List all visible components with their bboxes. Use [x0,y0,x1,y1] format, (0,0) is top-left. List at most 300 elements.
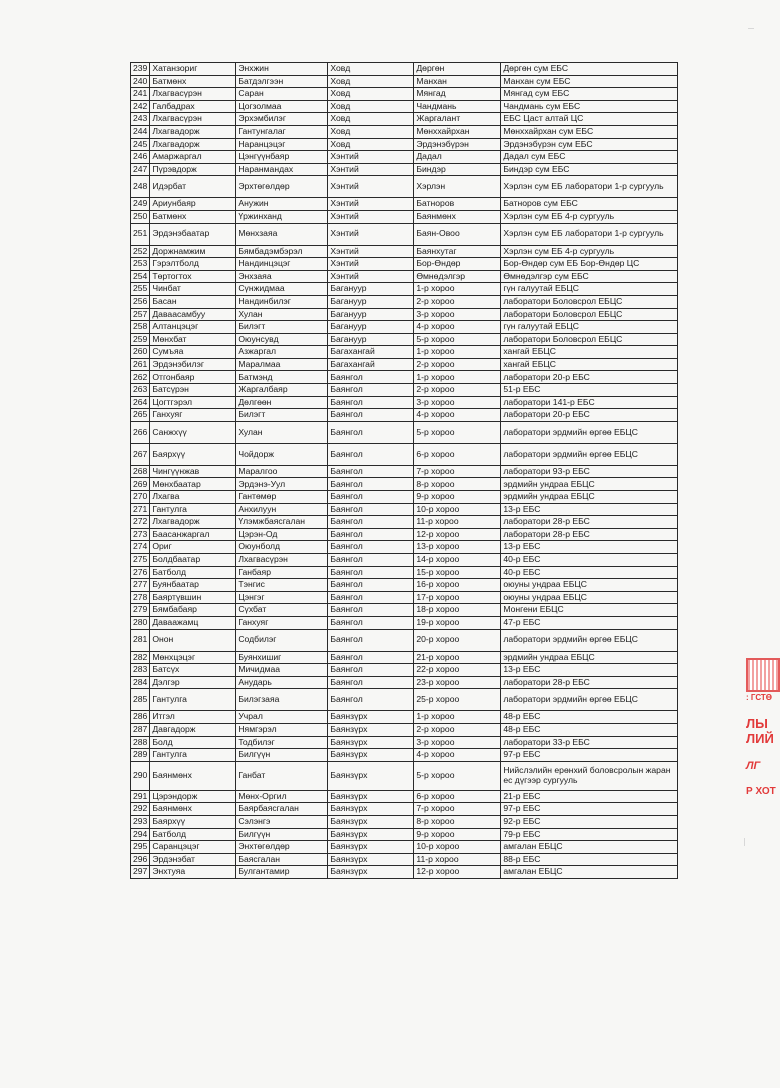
cell-number: 256 [131,295,150,308]
cell-surname: Ориг [150,541,236,554]
cell-school: лаборатори 33-р ЕБС [501,736,678,749]
cell-aimag: Баянзүрх [328,853,414,866]
cell-aimag: Ховд [328,100,414,113]
cell-soum: 4-р хороо [414,409,501,422]
scan-mark [748,28,754,29]
cell-soum: Баянхутаг [414,245,501,258]
cell-number: 259 [131,333,150,346]
cell-number: 249 [131,198,150,211]
table-row [131,711,678,724]
cell-soum: 19-р хороо [414,616,501,629]
table-row [131,566,678,579]
cell-number: 286 [131,711,150,724]
cell-given-name: Азжаргал [236,346,328,359]
cell-given-name: Батдэлгээн [236,75,328,88]
cell-school: Дадал сум ЕБС [501,151,678,164]
cell-soum: Биндэр [414,163,501,176]
table-row [131,604,678,617]
cell-aimag: Ховд [328,125,414,138]
cell-number: 290 [131,761,150,790]
cell-soum: Эрдэнэбүрэн [414,138,501,151]
cell-school: Дөргөн сум ЕБС [501,63,678,76]
table-row [131,853,678,866]
cell-school: ЕБС Цаст алтай ЦС [501,113,678,126]
cell-given-name: Гантунгалаг [236,125,328,138]
cell-aimag: Багахангай [328,358,414,371]
cell-surname: Доржнамжим [150,245,236,258]
cell-number: 287 [131,723,150,736]
cell-surname: Басан [150,295,236,308]
cell-aimag: Баянгол [328,689,414,711]
cell-surname: Саранцэцэг [150,841,236,854]
table-row [131,138,678,151]
cell-school: гүн галуутай ЕБЦС [501,283,678,296]
cell-school: хангай ЕБЦС [501,358,678,371]
cell-school: лаборатори Боловсрол ЕБЦС [501,333,678,346]
cell-number: 297 [131,866,150,879]
cell-soum: 4-р хороо [414,749,501,762]
cell-given-name: Жаргалбаяр [236,384,328,397]
cell-given-name: Эрхтөгөлдөр [236,176,328,198]
cell-aimag: Баянзүрх [328,736,414,749]
stamp-text-4: ЛГ [746,760,761,772]
table-row [131,761,678,790]
cell-number: 269 [131,478,150,491]
cell-soum: 2-р хороо [414,358,501,371]
cell-surname: Баянмөнх [150,803,236,816]
cell-surname: Батсүрэн [150,384,236,397]
cell-given-name: Бямбадэмбэрэл [236,245,328,258]
cell-number: 292 [131,803,150,816]
cell-school: 48-р ЕБС [501,711,678,724]
table-row [131,541,678,554]
cell-surname: Давгадорж [150,723,236,736]
cell-school: лаборатори 141-р ЕБС [501,396,678,409]
cell-aimag: Баянгол [328,516,414,529]
cell-aimag: Хэнтий [328,198,414,211]
table-row [131,478,678,491]
cell-aimag: Баянгол [328,443,414,465]
cell-school: Биндэр сум ЕБС [501,163,678,176]
cell-number: 248 [131,176,150,198]
cell-number: 258 [131,321,150,334]
cell-school: 48-р ЕБС [501,723,678,736]
cell-given-name: Билгүүн [236,749,328,762]
cell-soum: Дадал [414,151,501,164]
cell-surname: Мөнхцэцэг [150,651,236,664]
table-row [131,676,678,689]
cell-aimag: Баянгол [328,554,414,567]
cell-number: 289 [131,749,150,762]
cell-given-name: Билэгзаяа [236,689,328,711]
cell-aimag: Баянгол [328,371,414,384]
cell-surname: Лхагва [150,491,236,504]
cell-aimag: Баянгол [328,676,414,689]
table-row [131,664,678,677]
cell-aimag: Ховд [328,75,414,88]
cell-number: 245 [131,138,150,151]
cell-number: 295 [131,841,150,854]
cell-given-name: Наранмандах [236,163,328,176]
table-row [131,749,678,762]
cell-surname: Гэрэлтболд [150,258,236,271]
table-row [131,125,678,138]
cell-given-name: Учрал [236,711,328,724]
table-row [131,491,678,504]
cell-surname: Пүрэвдорж [150,163,236,176]
table-row [131,210,678,223]
cell-given-name: Булгантамир [236,866,328,879]
cell-school: 13-р ЕБС [501,503,678,516]
cell-given-name: Наранцэцэг [236,138,328,151]
cell-number: 277 [131,579,150,592]
cell-number: 267 [131,443,150,465]
cell-school: лаборатори 93-р ЕБС [501,465,678,478]
table-row [131,100,678,113]
cell-given-name: Анужин [236,198,328,211]
cell-school: лаборатори Боловсрол ЕБЦС [501,308,678,321]
cell-surname: Отгонбаяр [150,371,236,384]
cell-surname: Батмөнх [150,210,236,223]
cell-aimag: Багануур [328,308,414,321]
cell-given-name: Цогзолмаа [236,100,328,113]
table-row [131,828,678,841]
cell-number: 291 [131,790,150,803]
cell-soum: 7-р хороо [414,803,501,816]
cell-school: эрдмийн ундраа ЕБЦС [501,478,678,491]
cell-surname: Лхагвадорж [150,138,236,151]
cell-given-name: Оюунболд [236,541,328,554]
cell-school: лаборатори 28-р ЕБС [501,516,678,529]
cell-soum: Батноров [414,198,501,211]
cell-soum: 1-р хороо [414,346,501,359]
cell-soum: Чандмань [414,100,501,113]
table-row [131,151,678,164]
cell-number: 266 [131,421,150,443]
cell-school: эрдмийн ундраа ЕБЦС [501,651,678,664]
table-row [131,443,678,465]
cell-soum: 11-р хороо [414,516,501,529]
cell-number: 262 [131,371,150,384]
cell-aimag: Багануур [328,295,414,308]
cell-aimag: Багануур [328,283,414,296]
cell-school: Хэрлэн сум ЕБ 4-р сургууль [501,210,678,223]
cell-school: 51-р ЕБС [501,384,678,397]
cell-number: 239 [131,63,150,76]
cell-aimag: Баянзүрх [328,841,414,854]
table-row [131,591,678,604]
cell-surname: Буянбаатар [150,579,236,592]
cell-given-name: Тодбилэг [236,736,328,749]
cell-given-name: Эрхэмбилэг [236,113,328,126]
stamp-text-1: : ГСТӨ [746,693,773,702]
cell-soum: 10-р хороо [414,841,501,854]
cell-school: Манхан сум ЕБС [501,75,678,88]
cell-school: Чандмань сум ЕБС [501,100,678,113]
cell-school: лаборатори 28-р ЕБС [501,676,678,689]
cell-aimag: Хэнтий [328,245,414,258]
cell-number: 251 [131,223,150,245]
table-row [131,223,678,245]
cell-given-name: Лхагвасүрэн [236,554,328,567]
cell-aimag: Баянгол [328,384,414,397]
cell-soum: 3-р хороо [414,736,501,749]
table-row [131,384,678,397]
cell-aimag: Баянгол [328,651,414,664]
cell-number: 268 [131,465,150,478]
cell-given-name: Үржинханд [236,210,328,223]
cell-number: 279 [131,604,150,617]
cell-given-name: Цэнгүүнбаяр [236,151,328,164]
cell-school: 13-р ЕБС [501,664,678,677]
cell-soum: 9-р хороо [414,491,501,504]
cell-soum: 5-р хороо [414,421,501,443]
cell-aimag: Ховд [328,88,414,101]
cell-soum: 10-р хороо [414,503,501,516]
cell-school: 21-р ЕБС [501,790,678,803]
cell-surname: Амаржаргал [150,151,236,164]
cell-soum: 20-р хороо [414,629,501,651]
cell-number: 284 [131,676,150,689]
cell-school: хангай ЕБЦС [501,346,678,359]
cell-number: 252 [131,245,150,258]
cell-number: 253 [131,258,150,271]
table-row [131,333,678,346]
cell-given-name: Үлэмжбаясгалан [236,516,328,529]
cell-given-name: Буянхишиг [236,651,328,664]
table-row [131,689,678,711]
table-row [131,396,678,409]
cell-number: 241 [131,88,150,101]
cell-soum: 5-р хороо [414,333,501,346]
cell-given-name: Сүхбат [236,604,328,617]
cell-school: Нийслэлийн ерөнхий боловсролын жаран ес дүгээр сургууль [501,761,678,790]
cell-soum: 12-р хороо [414,528,501,541]
cell-number: 272 [131,516,150,529]
cell-surname: Энхтуяа [150,866,236,879]
cell-soum: 2-р хороо [414,723,501,736]
cell-given-name: Цэрэн-Од [236,528,328,541]
cell-given-name: Маралмаа [236,358,328,371]
cell-given-name: Билгүүн [236,828,328,841]
cell-aimag: Багануур [328,333,414,346]
cell-surname: Идэрбат [150,176,236,198]
cell-aimag: Баянзүрх [328,803,414,816]
cell-school: Бор-Өндөр сум ЕБ Бор-Өндөр ЦС [501,258,678,271]
cell-given-name: Саран [236,88,328,101]
cell-surname: Баярхүү [150,815,236,828]
cell-aimag: Баянзүрх [328,866,414,879]
cell-soum: Манхан [414,75,501,88]
cell-aimag: Баянгол [328,528,414,541]
cell-aimag: Баянгол [328,421,414,443]
cell-soum: 11-р хороо [414,853,501,866]
cell-soum: 6-р хороо [414,790,501,803]
cell-aimag: Баянгол [328,396,414,409]
cell-soum: Жаргалант [414,113,501,126]
cell-soum: 2-р хороо [414,384,501,397]
cell-aimag: Баянзүрх [328,761,414,790]
cell-surname: Дэлгэр [150,676,236,689]
cell-given-name: Анхилуун [236,503,328,516]
cell-number: 264 [131,396,150,409]
cell-number: 263 [131,384,150,397]
cell-aimag: Ховд [328,63,414,76]
cell-aimag: Хэнтий [328,210,414,223]
table-row [131,790,678,803]
cell-aimag: Баянгол [328,664,414,677]
cell-aimag: Баянгол [328,604,414,617]
cell-school: лаборатори эрдмийн өргөө ЕБЦС [501,421,678,443]
table-row [131,815,678,828]
cell-surname: Ариунбаяр [150,198,236,211]
cell-school: 47-р ЕБС [501,616,678,629]
cell-school: 79-р ЕБС [501,828,678,841]
cell-school: гүн галуутай ЕБЦС [501,321,678,334]
cell-surname: Батмөнх [150,75,236,88]
cell-given-name: Мичидмаа [236,664,328,677]
cell-given-name: Энхзаяа [236,270,328,283]
cell-surname: Алтанцэцэг [150,321,236,334]
cell-school: Хэрлэн сум ЕБ лаборатори 1-р сургууль [501,223,678,245]
cell-school: 88-р ЕБС [501,853,678,866]
cell-soum: Баянмөнх [414,210,501,223]
cell-school: лаборатори эрдмийн өргөө ЕБЦС [501,629,678,651]
cell-surname: Лхагвасүрэн [150,88,236,101]
cell-soum: 9-р хороо [414,828,501,841]
cell-given-name: Тэнгис [236,579,328,592]
cell-given-name: Батмэнд [236,371,328,384]
cell-given-name: Ганбаяр [236,566,328,579]
cell-surname: Онон [150,629,236,651]
stamp-text-3: ЛИЙ [746,731,774,746]
cell-aimag: Баянгол [328,616,414,629]
table-row [131,358,678,371]
cell-surname: Цогтгэрэл [150,396,236,409]
cell-surname: Эрдэнэбат [150,853,236,866]
cell-given-name: Маралгоо [236,465,328,478]
cell-aimag: Баянгол [328,591,414,604]
cell-soum: 6-р хороо [414,443,501,465]
table-row [131,198,678,211]
table-row [131,176,678,198]
cell-number: 260 [131,346,150,359]
stamp-fragment [746,658,776,808]
cell-surname: Галбадрах [150,100,236,113]
cell-soum: 18-р хороо [414,604,501,617]
table-body [131,63,678,879]
table-row [131,245,678,258]
table-row [131,75,678,88]
cell-given-name: Билэгт [236,409,328,422]
cell-soum: Бор-Өндөр [414,258,501,271]
cell-given-name: Сэлэнгэ [236,815,328,828]
cell-soum: 8-р хороо [414,478,501,491]
cell-soum: 1-р хороо [414,283,501,296]
cell-number: 243 [131,113,150,126]
cell-number: 244 [131,125,150,138]
cell-surname: Баянмөнх [150,761,236,790]
cell-school: 40-р ЕБС [501,566,678,579]
cell-aimag: Баянзүрх [328,711,414,724]
cell-school: Эрдэнэбүрэн сум ЕБС [501,138,678,151]
cell-number: 276 [131,566,150,579]
table-row [131,516,678,529]
cell-given-name: Энхжин [236,63,328,76]
cell-school: оюуны ундраа ЕБЦС [501,579,678,592]
cell-soum: Мянгад [414,88,501,101]
cell-given-name: Хулан [236,308,328,321]
cell-aimag: Ховд [328,138,414,151]
registration-table [130,62,678,879]
cell-given-name: Нандинцэцэг [236,258,328,271]
cell-soum: 13-р хороо [414,541,501,554]
cell-school: Хэрлэн сум ЕБ 4-р сургууль [501,245,678,258]
cell-given-name: Ганбат [236,761,328,790]
cell-school: лаборатори 20-р ЕБС [501,409,678,422]
cell-number: 265 [131,409,150,422]
cell-aimag: Баянгол [328,629,414,651]
cell-school: эрдмийн ундраа ЕБЦС [501,491,678,504]
cell-school: Мөнххайрхан сум ЕБС [501,125,678,138]
cell-aimag: Ховд [328,113,414,126]
table-row [131,295,678,308]
cell-soum: 14-р хороо [414,554,501,567]
cell-school: Өмнөдэлгэр сум ЕБС [501,270,678,283]
cell-soum: 16-р хороо [414,579,501,592]
cell-aimag: Баянгол [328,491,414,504]
table-row [131,63,678,76]
cell-surname: Болд [150,736,236,749]
cell-surname: Гантулга [150,749,236,762]
cell-surname: Чингүүнжав [150,465,236,478]
cell-number: 271 [131,503,150,516]
cell-given-name: Мөнх-Оргил [236,790,328,803]
stamp-text-5: Р ХОТ [746,786,776,797]
cell-surname: Санжхүү [150,421,236,443]
cell-aimag: Хэнтий [328,270,414,283]
cell-surname: Баярхүү [150,443,236,465]
stamp-seal-icon [746,658,780,692]
cell-surname: Баасанжаргал [150,528,236,541]
cell-school: лаборатори Боловсрол ЕБЦС [501,295,678,308]
table-row [131,113,678,126]
cell-given-name: Цэнгэг [236,591,328,604]
cell-soum: 17-р хороо [414,591,501,604]
cell-soum: 3-р хороо [414,308,501,321]
table-row [131,163,678,176]
cell-aimag: Хэнтий [328,176,414,198]
cell-school: 97-р ЕБС [501,803,678,816]
cell-school: 92-р ЕБС [501,815,678,828]
table-row [131,651,678,664]
cell-number: 270 [131,491,150,504]
cell-surname: Батболд [150,566,236,579]
cell-given-name: Нямгэрэл [236,723,328,736]
cell-given-name: Гантөмөр [236,491,328,504]
cell-school: Монгени ЕБЦС [501,604,678,617]
cell-aimag: Баянгол [328,541,414,554]
cell-surname: Цэрэндорж [150,790,236,803]
cell-surname: Батсүх [150,664,236,677]
table-row [131,283,678,296]
cell-surname: Ганхуяг [150,409,236,422]
cell-aimag: Хэнтий [328,258,414,271]
table-row [131,736,678,749]
cell-given-name: Нандинбилэг [236,295,328,308]
cell-school: Хэрлэн сум ЕБ лаборатори 1-р сургууль [501,176,678,198]
table-row [131,866,678,879]
